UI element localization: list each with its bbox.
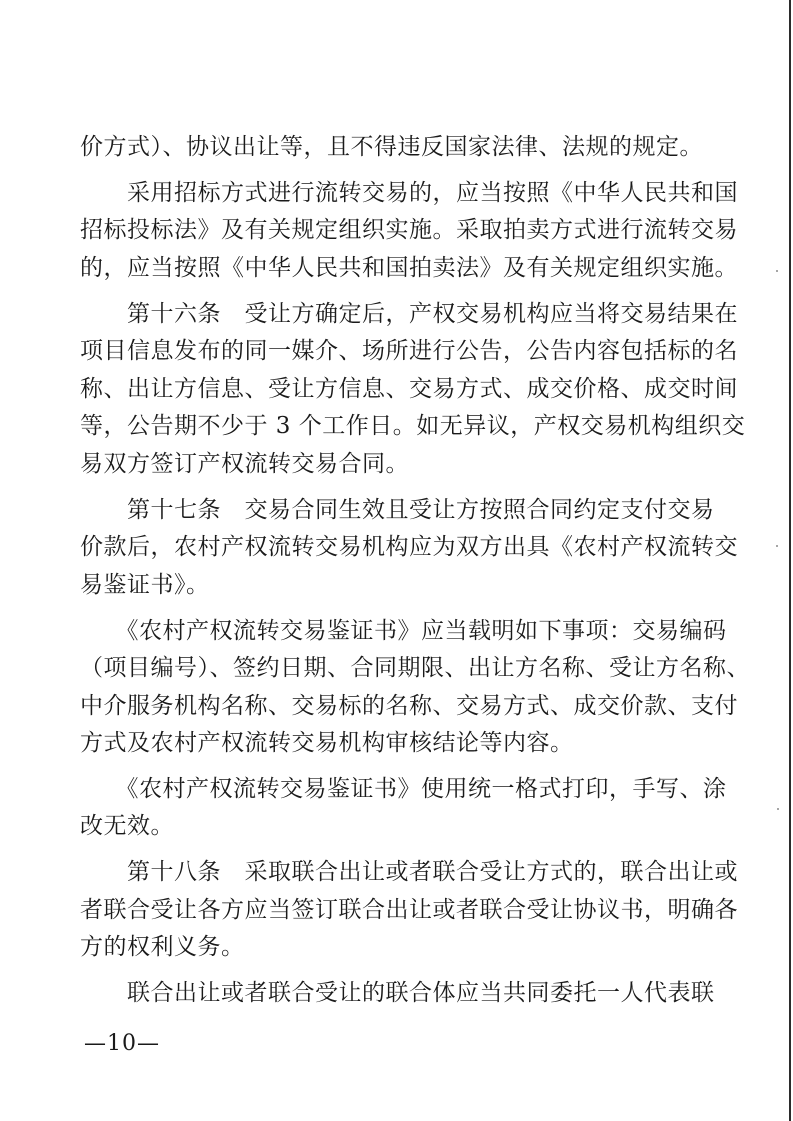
- text-line: 联合出让或者联合受让的联合体应当共同委托一人代表联: [80, 980, 715, 1006]
- text-line: 项目信息发布的同一媒介、场所进行公告，公告内容包括标的名: [80, 338, 738, 364]
- text-line: 第十七条 交易合同生效且受让方按照合同约定支付交易: [80, 497, 715, 523]
- text-line: 方的权利义务。: [80, 934, 245, 960]
- text-line: 《农村产权流转交易鉴证书》应当载明如下事项：交易编码: [80, 618, 727, 644]
- text-line: 者联合受让各方应当签订联合出让或者联合受让协议书，明确各: [80, 897, 738, 923]
- text-line: 改无效。: [80, 813, 174, 839]
- scan-edge-line: [789, 0, 791, 1121]
- text-line: 等，公告期不少于 3 个工作日。如无异议，产权交易机构组织交: [80, 413, 746, 439]
- scan-speck: [777, 808, 779, 810]
- text-line: 招标投标法》及有关规定组织实施。采取拍卖方式进行流转交易: [80, 217, 738, 243]
- scan-speck: [776, 270, 778, 272]
- page-number: —10—: [84, 1031, 160, 1056]
- text-line: 《农村产权流转交易鉴证书》使用统一格式打印，手写、涂: [80, 776, 727, 802]
- text-line: 采用招标方式进行流转交易的，应当按照《中华人民共和国: [80, 180, 738, 206]
- text-line: 的，应当按照《中华人民共和国拍卖法》及有关规定组织实施。: [80, 255, 738, 281]
- text-line: 易双方签订产权流转交易合同。: [80, 451, 409, 477]
- text-line: 称、出让方信息、受让方信息、交易方式、成交价格、成交时间: [80, 376, 738, 402]
- scan-speck: [776, 545, 778, 547]
- text-line: 第十八条 采取联合出让或者联合受让方式的，联合出让或: [80, 859, 738, 885]
- text-line: 价款后，农村产权流转交易机构应为双方出具《农村产权流转交: [80, 534, 738, 560]
- text-line: 中介服务机构名称、交易标的名称、交易方式、成交价款、支付: [80, 693, 738, 719]
- text-line: 方式及农村产权流转交易机构审核结论等内容。: [80, 730, 574, 756]
- text-line: 价方式）、协议出让等，且不得违反国家法律、法规的规定。: [80, 134, 703, 160]
- text-line: 易鉴证书》。: [80, 572, 210, 598]
- text-line: 第十六条 受让方确定后，产权交易机构应当将交易结果在: [80, 301, 738, 327]
- text-line: （项目编号）、签约日期、合同期限、出让方名称、受让方名称、: [80, 655, 750, 681]
